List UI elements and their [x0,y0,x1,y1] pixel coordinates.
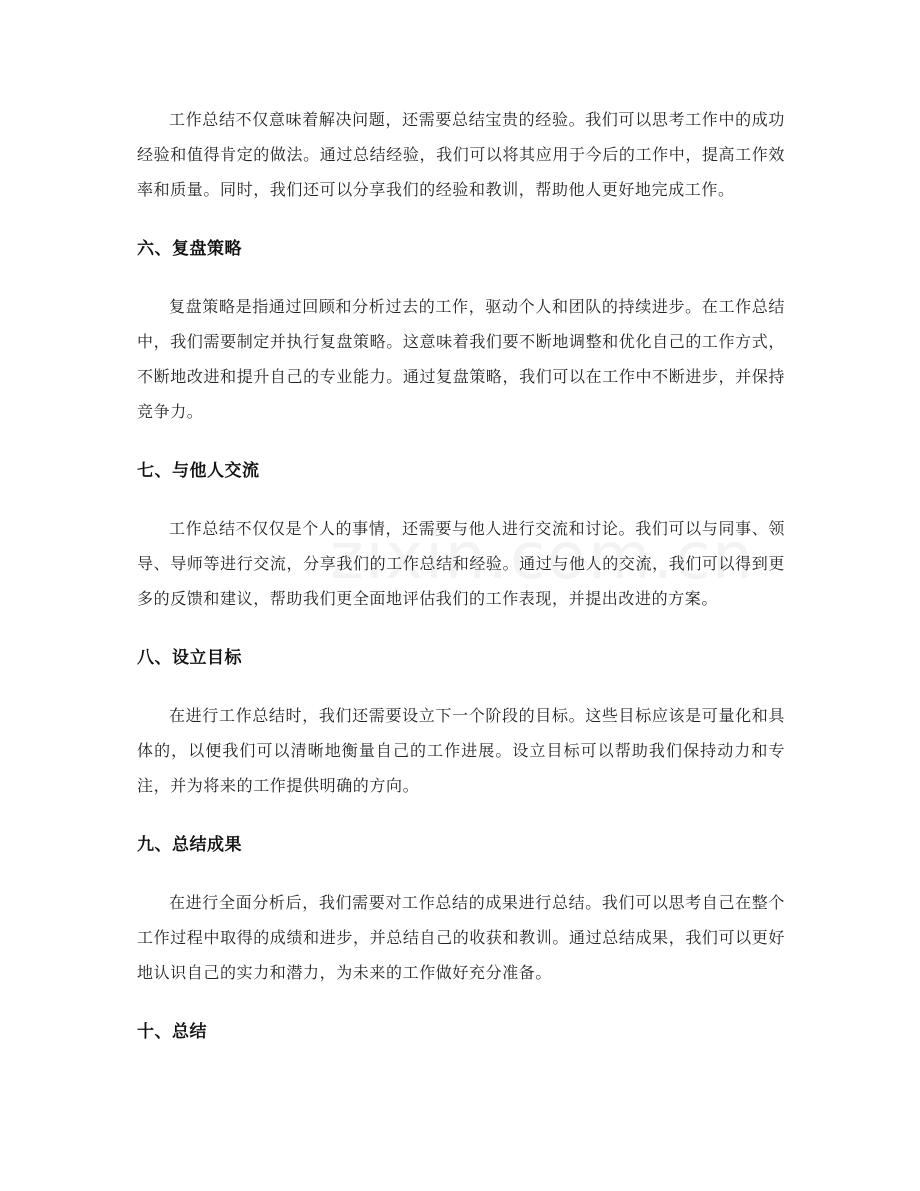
paragraph-experience: 工作总结不仅意味着解决问题，还需要总结宝贵的经验。我们可以思考工作中的成功经验和值得肯定的做法。通过总结经验，我们可以将其应用于今后的工作中，提高工作效率和质量。同时，我们还可以分享我们的经验和教训，帮助他人更好地完成工作。 [137,110,785,199]
document-page [137,102,785,1050]
heading-review-strategy: 六、复盘策略 [137,239,242,259]
heading-conclusion: 十、总结 [137,1022,207,1042]
heading-set-goals: 八、设立目标 [137,648,242,668]
paragraph-summarize-results: 在进行全面分析后，我们需要对工作总结的成果进行总结。我们可以思考自己在整个工作过程中取得的成绩和进步，并总结自己的收获和教训。通过总结成果，我们可以更好地认识自己的实力和潜力，为未来的工作做好充分准备。 [137,893,785,982]
paragraph-communicate: 工作总结不仅仅是个人的事情，还需要与他人进行交流和讨论。我们可以与同事、领导、导师等进行交流，分享我们的工作总结和经验。通过与他人的交流，我们可以得到更多的反馈和建议，帮助我们更全面地评估我们的工作表现，并提出改进的方案。 [137,519,785,608]
paragraph-review-strategy: 复盘策略是指通过回顾和分析过去的工作，驱动个人和团队的持续进步。在工作总结中，我们需要制定并执行复盘策略。这意味着我们要不断地调整和优化自己的工作方式，不断地改进和提升自己的专业能力。通过复盘策略，我们可以在工作中不断进步，并保持竞争力。 [137,297,785,421]
heading-communicate: 七、与他人交流 [137,461,260,481]
heading-summarize-results: 九、总结成果 [137,835,242,855]
paragraph-set-goals: 在进行工作总结时，我们还需要设立下一个阶段的目标。这些目标应该是可量化和具体的，以便我们可以清晰地衡量自己的工作进展。设立目标可以帮助我们保持动力和专注，并为将来的工作提供明确的方向。 [137,706,785,795]
